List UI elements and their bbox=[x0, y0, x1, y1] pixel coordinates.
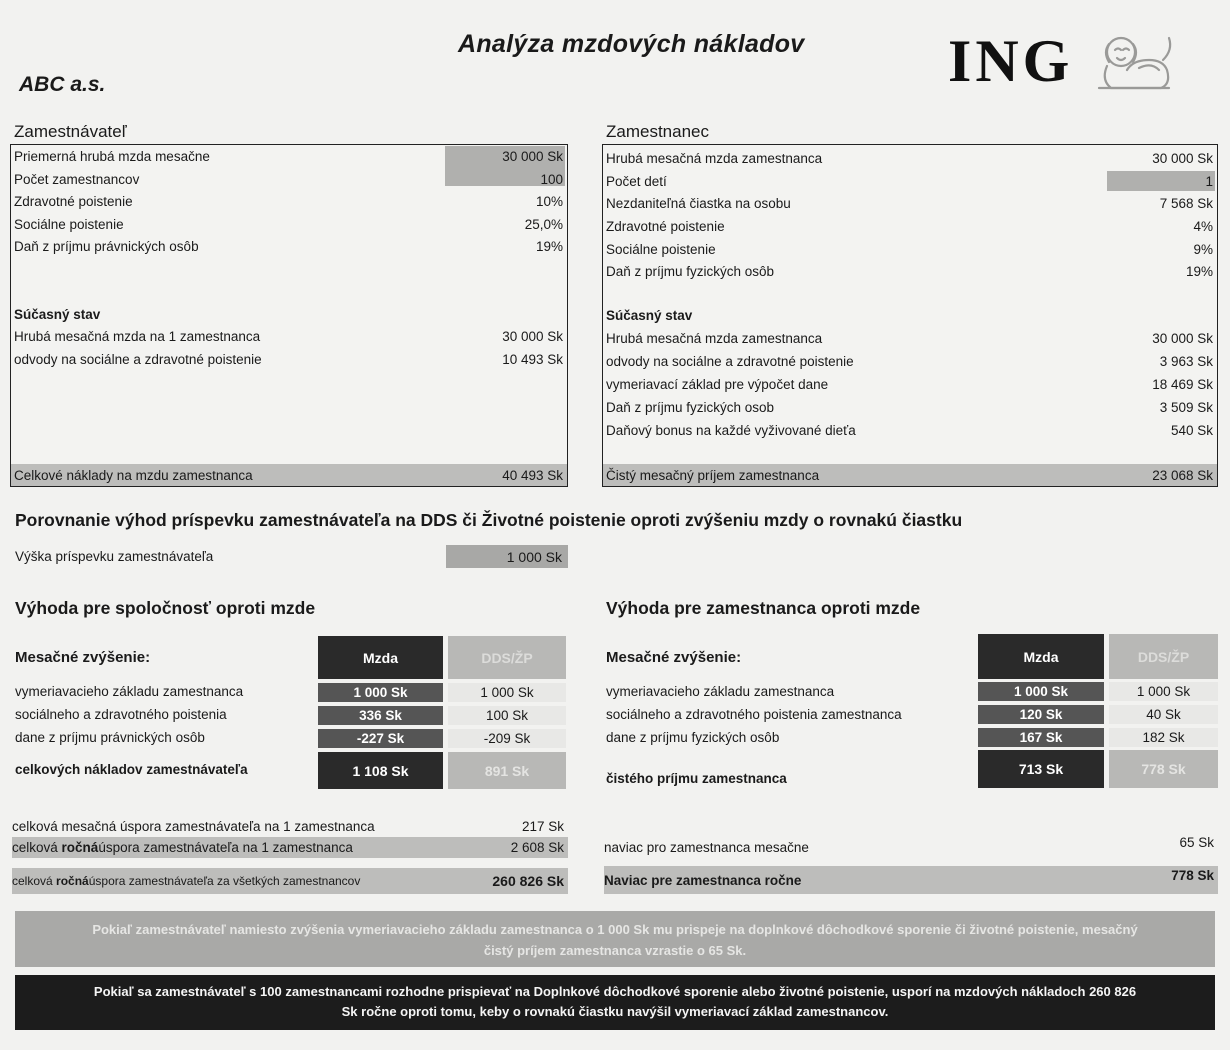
ing-logo bbox=[948, 28, 1210, 94]
company-row-mzda: -227 Sk bbox=[318, 729, 443, 748]
company-row-dds: 100 Sk bbox=[448, 706, 566, 725]
employee-input-row: Zdravotné poistenie 4% bbox=[606, 218, 1213, 234]
company-savings-row: celková ročná úspora zamestnávateľa na 1 zamestnanca 2 608 Sk bbox=[12, 837, 568, 858]
employee-row-mzda: 167 Sk bbox=[978, 728, 1104, 747]
employer-heading: Zamestnávateľ bbox=[14, 122, 127, 141]
employee-current-row: Hrubá mesačná mzda zamestnanca 30 000 Sk bbox=[606, 330, 1213, 346]
company-col-dds: DDS/ŽP bbox=[448, 636, 566, 679]
employee-input-row: Sociálne poistenie 9% bbox=[606, 241, 1213, 257]
employee-total-row: Čistý mesačný príjem zamestnanca 23 068 Sk bbox=[603, 464, 1217, 486]
employee-benefit-heading: Výhoda pre zamestnanca oproti mzde bbox=[606, 598, 921, 618]
employer-input-row: Počet zamestnancov 100 bbox=[14, 171, 563, 187]
company-row-dds: 1 000 Sk bbox=[448, 683, 566, 702]
employee-increase-label: Mesačné zvýšenie: bbox=[606, 649, 742, 666]
company-increase-label: Mesačné zvýšenie: bbox=[15, 649, 151, 666]
employer-input-row: Priemerná hrubá mzda mesačne 30 000 Sk bbox=[14, 148, 563, 164]
company-savings-total-row: celková ročná úspora zamestnávateľa za všetkých zamestnancov 260 826 Sk bbox=[12, 868, 568, 894]
employer-input-row: Daň z príjmu právnických osôb 19% bbox=[14, 238, 563, 254]
company-benefit-heading: Výhoda pre spoločnosť oproti mzde bbox=[15, 598, 316, 618]
employee-input-row: Počet detí 1 bbox=[606, 173, 1213, 189]
employee-col-mzda: Mzda bbox=[978, 634, 1104, 679]
employee-total-mzda: 713 Sk bbox=[978, 750, 1104, 788]
employee-row-mzda: 1 000 Sk bbox=[978, 682, 1104, 701]
company-row-dds: -209 Sk bbox=[448, 729, 566, 748]
logo-text: ING bbox=[948, 28, 1074, 94]
company-row-label: sociálneho a zdravotného poistenia bbox=[15, 707, 227, 722]
employee-count-input[interactable]: 100 bbox=[540, 171, 563, 187]
employer-box bbox=[10, 144, 568, 487]
lion-icon bbox=[1079, 30, 1179, 92]
employee-current-row: odvody na sociálne a zdravotné poistenie 3 963 Sk bbox=[606, 353, 1213, 369]
employer-input-row: Sociálne poistenie 25,0% bbox=[14, 216, 563, 232]
page-title: Analýza mzdových nákladov bbox=[458, 30, 805, 58]
employee-row-dds: 40 Sk bbox=[1109, 705, 1218, 724]
company-col-mzda: Mzda bbox=[318, 636, 443, 679]
employee-heading: Zamestnanec bbox=[606, 122, 709, 141]
employee-input-row: Daň z príjmu fyzických osôb 19% bbox=[606, 263, 1213, 279]
children-count-input[interactable]: 1 bbox=[1205, 173, 1213, 189]
employee-row-label: dane z príjmu fyzických osôb bbox=[606, 730, 780, 745]
company-row-label: dane z príjmu právnických osôb bbox=[15, 730, 205, 745]
employee-current-row: vymeriavací základ pre výpočet dane 18 469 Sk bbox=[606, 376, 1213, 392]
employee-row-mzda: 120 Sk bbox=[978, 705, 1104, 724]
employee-extra-yearly-row: Naviac pre zamestnanca ročne 778 Sk bbox=[604, 866, 1218, 894]
employee-row-label: sociálneho a zdravotného poistenia zamestnanca bbox=[606, 707, 902, 722]
company-name: ABC a.s. bbox=[19, 73, 106, 96]
employee-input-row: Nezdaniteľná čiastka na osobu 7 568 Sk bbox=[606, 195, 1213, 211]
employee-total-label: čistého príjmu zamestnanca bbox=[606, 771, 787, 786]
company-row-label: vymeriavacieho základu zamestnanca bbox=[15, 684, 244, 699]
company-total-dds: 891 Sk bbox=[448, 752, 566, 789]
employee-row-dds: 1 000 Sk bbox=[1109, 682, 1218, 701]
company-savings-row: celková mesačná úspora zamestnávateľa na 1 zamestnanca 217 Sk bbox=[12, 818, 564, 834]
employee-box bbox=[602, 144, 1218, 487]
employee-benefit-note: Pokiaľ zamestnávateľ namiesto zvýšenia vymeriavacieho základu zamestnanca o 1 000 Sk mu prispeje na doplnkové dôchodkové sporenie či životné poistenie, mesačný čistý príjem zamestnanca vzrastie o 65 Sk. bbox=[15, 911, 1215, 967]
company-row-mzda: 1 000 Sk bbox=[318, 683, 443, 702]
employee-col-dds: DDS/ŽP bbox=[1109, 634, 1218, 679]
employee-input-row: Hrubá mesačná mzda zamestnanca 30 000 Sk bbox=[606, 150, 1213, 166]
employer-input-row: Zdravotné poistenie 10% bbox=[14, 193, 563, 209]
avg-salary-input[interactable]: 30 000 Sk bbox=[502, 148, 563, 164]
employer-current-heading: Súčasný stav bbox=[14, 306, 101, 322]
contribution-label: Výška príspevku zamestnávateľa bbox=[15, 549, 214, 564]
employee-total-dds: 778 Sk bbox=[1109, 750, 1218, 788]
employer-current-row: Hrubá mesačná mzda na 1 zamestnanca 30 000 Sk bbox=[14, 328, 563, 344]
employer-total-row: Celkové náklady na mzdu zamestnanca 40 493 Sk bbox=[11, 464, 567, 486]
comparison-heading: Porovnanie výhod príspevku zamestnávateľa na DDS či Životné poistenie oproti zvýšeniu mzdy o rovnakú čiastku bbox=[15, 510, 963, 530]
company-row-mzda: 336 Sk bbox=[318, 706, 443, 725]
employee-current-row: Daň z príjmu fyzických osob 3 509 Sk bbox=[606, 399, 1213, 415]
employee-current-row: Daňový bonus na každé vyživované dieťa 540 Sk bbox=[606, 422, 1213, 438]
employee-row-label: vymeriavacieho základu zamestnanca bbox=[606, 684, 835, 699]
company-total-label: celkových nákladov zamestnávateľa bbox=[15, 762, 248, 777]
employee-extra-monthly-row: naviac pro zamestnanca mesačne 65 Sk bbox=[604, 835, 1214, 855]
contribution-input[interactable]: 1 000 Sk bbox=[446, 545, 568, 568]
employee-current-heading: Súčasný stav bbox=[606, 307, 693, 323]
employer-savings-note: Pokiaľ sa zamestnávateľ s 100 zamestnancami rozhodne prispievať na Doplnkové dôchodkové sporenie alebo životné poistenie, usporí na mzdových nákladoch 260 826 Sk ročne oproti tomu, keby o rovnakú čiastku navýšil vymeriavací základ zamestnancov. bbox=[15, 975, 1215, 1030]
company-total-mzda: 1 108 Sk bbox=[318, 752, 443, 789]
employee-row-dds: 182 Sk bbox=[1109, 728, 1218, 747]
employer-current-row: odvody na sociálne a zdravotné poistenie 10 493 Sk bbox=[14, 351, 563, 367]
